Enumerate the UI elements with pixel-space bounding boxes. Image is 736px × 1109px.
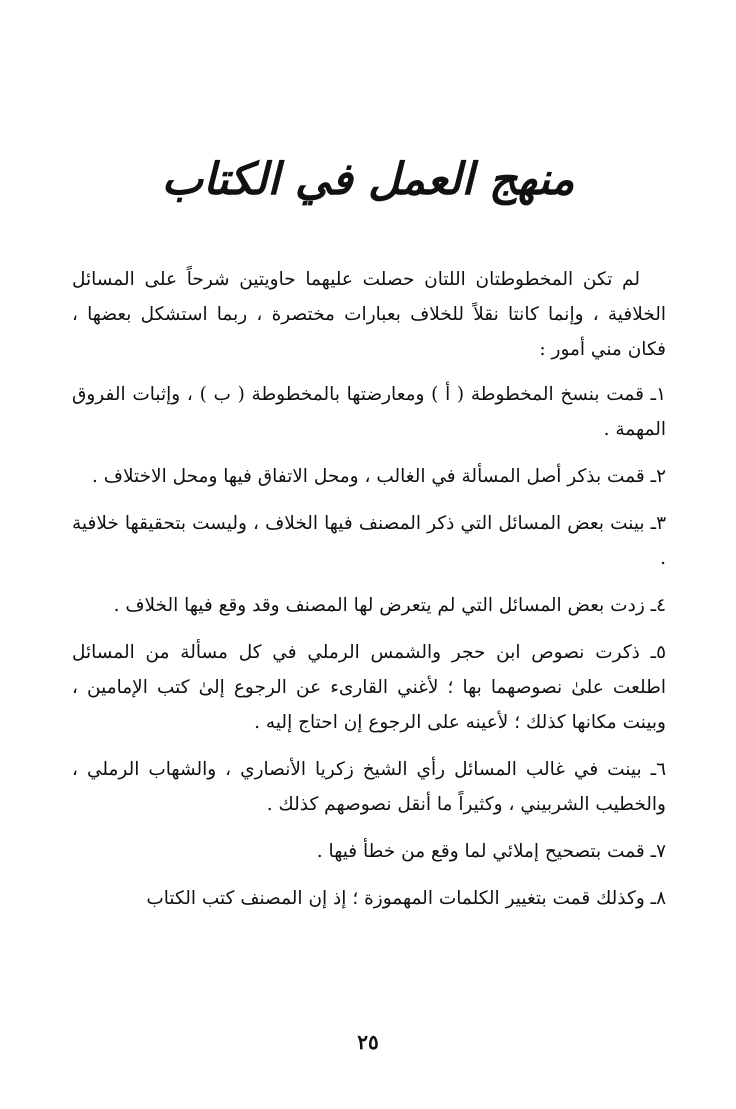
list-item-7: ٧ـ قمت بتصحيح إملائي لما وقع من خطأ فيها .	[316, 841, 666, 862]
list-item-8: ٨ـ وكذلك قمت بتغيير الكلمات المهموزة ؛ إذ إن المصنف كتب الكتاب	[146, 888, 666, 909]
list-item-5: ٥ـ ذكرت نصوص ابن حجر والشمس الرملي في كل مسألة من المسائل اطلعت علىٰ نصوصهما بها ؛ لأغني القارىء عن الرجوع إلىٰ كتب الإمامين ، وبينت مكانها كذلك ؛ لأعينه على الرجوع إن احتاج إليه .	[72, 642, 666, 733]
list-item-1: ١ـ قمت بنسخ المخطوطة ( أ ) ومعارضتها بالمخطوطة ( ب ) ، وإثبات الفروق المهمة .	[72, 384, 666, 440]
list-item-4: ٤ـ زدت بعض المسائل التي لم يتعرض لها المصنف وقد وقع فيها الخلاف .	[113, 595, 666, 616]
list-item-2: ٢ـ قمت بذكر أصل المسألة في الغالب ، ومحل الاتفاق فيها ومحل الاختلاف .	[92, 466, 666, 487]
intro-paragraph: لم تكن المخطوطتان اللتان حصلت عليهما حاويتين شرحاً على المسائل الخلافية ، وإنما كانتا نقلاً للخلاف بعبارات مختصرة ، ربما استشكل بعضها ، فكان مني أمور :	[72, 269, 666, 360]
list-item-3: ٣ـ بينت بعض المسائل التي ذكر المصنف فيها الخلاف ، وليست بتحقيقها خلافية .	[72, 513, 666, 569]
page-title: منهج العمل في الكتاب	[161, 154, 575, 205]
body-text	[72, 262, 666, 928]
list-item-6: ٦ـ بينت في غالب المسائل رأي الشيخ زكريا الأنصاري ، والشهاب الرملي ، والخطيب الشربيني ، وكثيراً ما أنقل نصوصهم كذلك .	[72, 759, 666, 815]
page-number: ٢٥	[357, 1030, 379, 1054]
